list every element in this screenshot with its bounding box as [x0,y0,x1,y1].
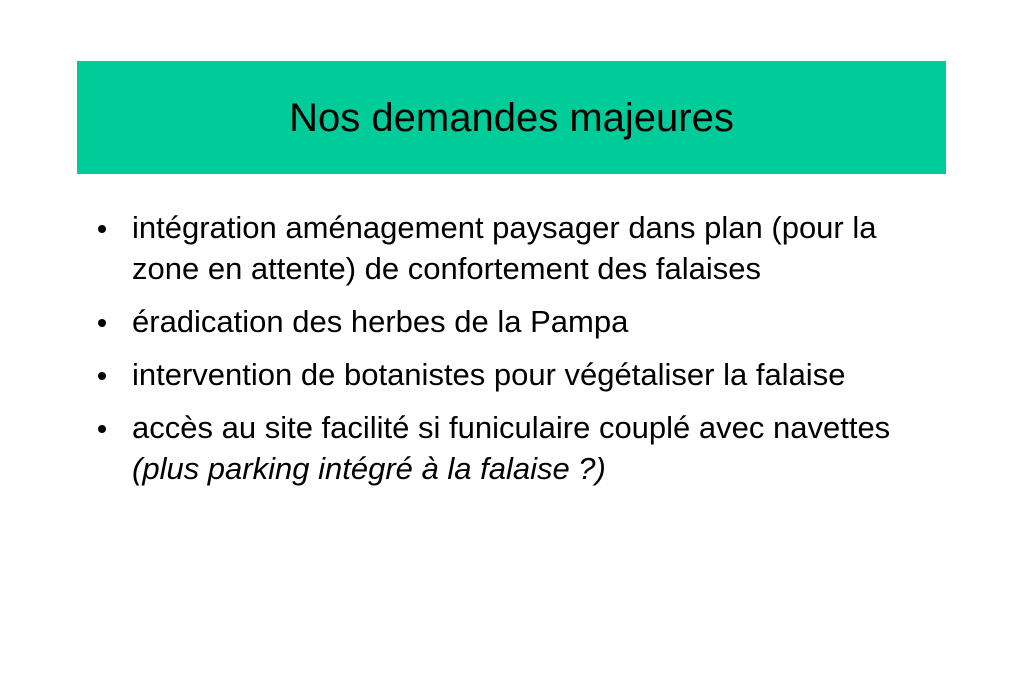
bullet-item [98,354,908,395]
bullet-dot-icon [98,372,106,380]
bullet-dot-icon [98,425,106,433]
slide-title: Nos demandes majeures [289,95,734,140]
slide-title-banner [77,61,946,174]
bullet-list [98,207,908,501]
bullet-italic-note: (plus parking intégré à la falaise ?) [132,451,606,486]
bullet-text: accès au site facilité si funiculaire couplé avec navettes [132,410,891,445]
bullet-item [98,407,908,489]
bullet-text: intervention de botanistes pour végétaliser la falaise [132,357,846,392]
bullet-dot-icon [98,225,106,233]
bullet-text: intégration aménagement paysager dans plan (pour la zone en attente) de confortement des falaises [132,210,877,286]
bullet-dot-icon [98,319,106,327]
bullet-item [98,301,908,342]
bullet-item [98,207,908,289]
bullet-text: éradication des herbes de la Pampa [132,304,629,339]
